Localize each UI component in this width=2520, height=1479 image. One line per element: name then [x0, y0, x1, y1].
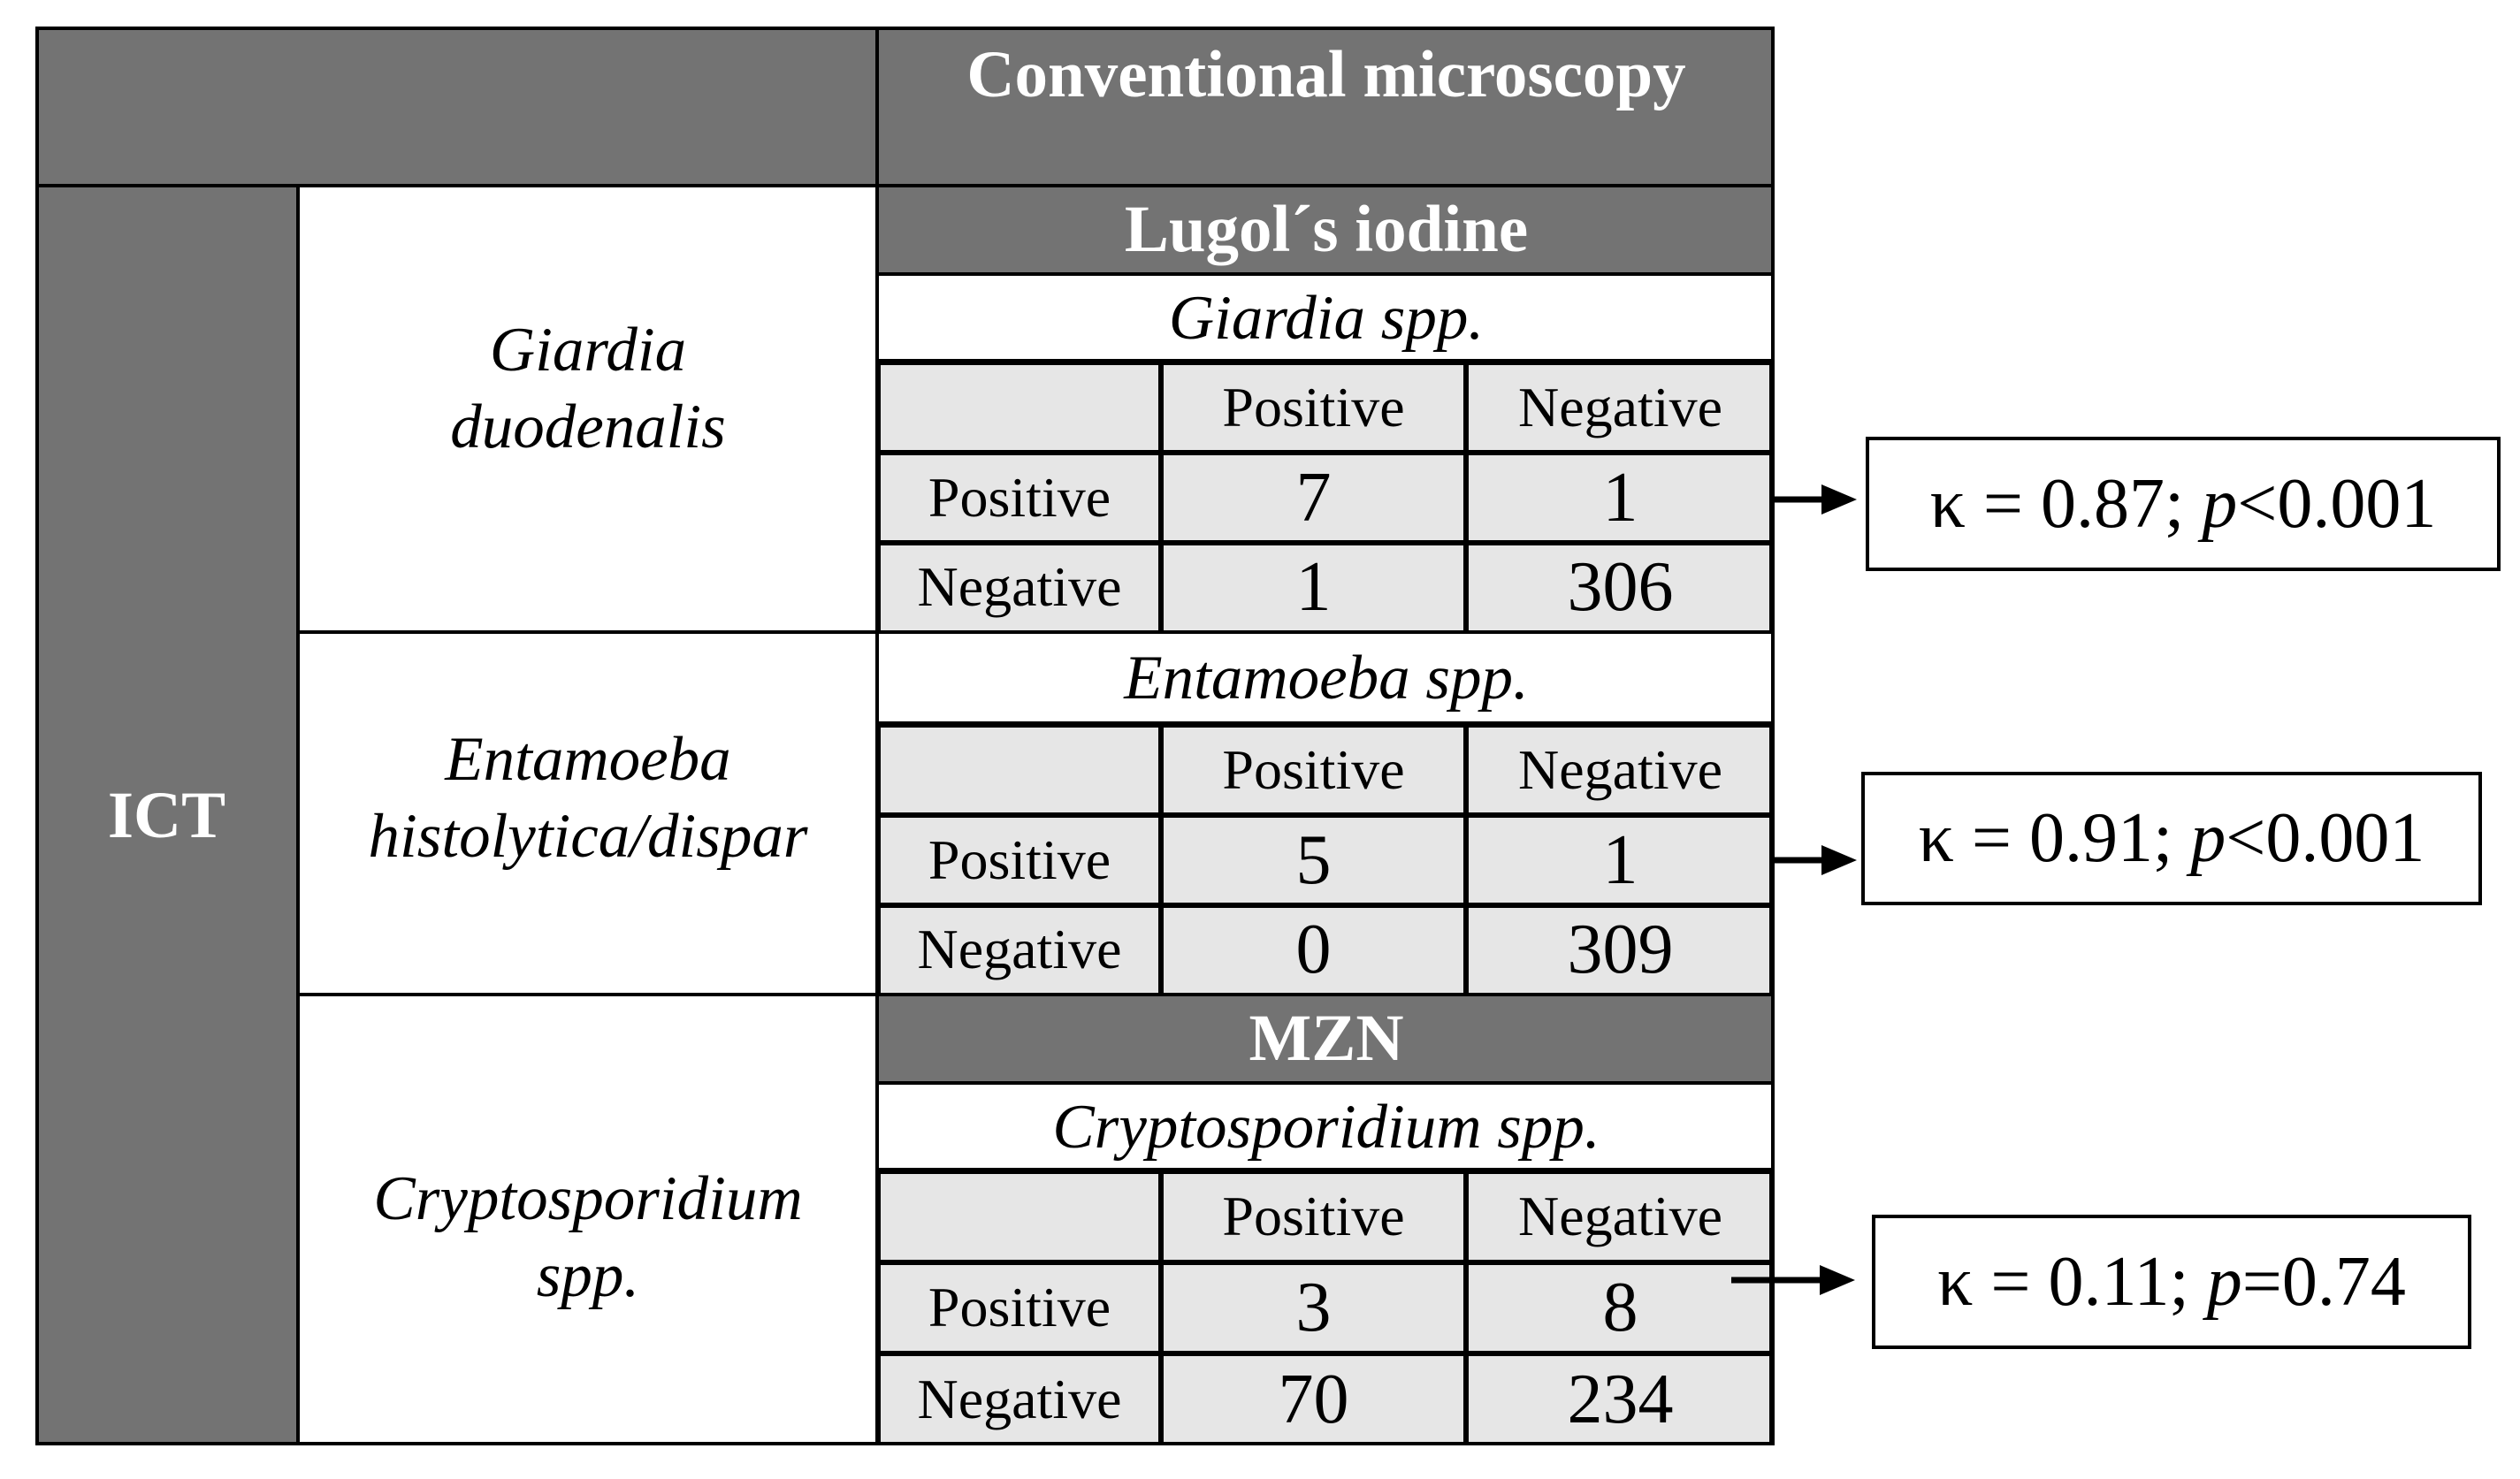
divider-ict-band — [296, 186, 300, 1445]
table-entamoeba-col-positive: Positive — [1222, 737, 1405, 801]
lugol-iodine-label: Lugol´s iodine — [1124, 193, 1529, 266]
t2-v2 — [1463, 721, 1469, 995]
giardia-pos-neg-value: 1 — [1602, 458, 1638, 537]
ict-entamoeba-line1: Entamoeba — [445, 724, 731, 794]
t3-h2 — [875, 1351, 1775, 1356]
kappa-crypto-prefix: κ = 0.11; — [1937, 1242, 2207, 1321]
kappa-entamoeba-prefix: κ = 0.91; — [1918, 799, 2191, 877]
kappa-entamoeba-p: p — [2190, 799, 2226, 877]
t2-v1 — [1158, 721, 1164, 995]
header-empty-corner — [35, 27, 878, 186]
t3-top — [875, 1168, 1775, 1174]
t2-top — [875, 721, 1775, 728]
ict-crypto-line2: spp. — [536, 1241, 640, 1310]
divider-section-1 — [298, 630, 1775, 634]
kappa-box-giardia — [1866, 437, 2501, 571]
t2-h2 — [875, 903, 1775, 908]
divider-mzn-bottom — [878, 1081, 1775, 1085]
crypto-neg-neg-value: 234 — [1567, 1360, 1674, 1438]
micro-giardia-text: Giardia spp. — [1168, 283, 1485, 353]
table-crypto-row-positive: Positive — [928, 1276, 1111, 1339]
t3-h1 — [875, 1260, 1775, 1265]
kappa-giardia-prefix: κ = 0.87; — [1929, 464, 2203, 543]
table-giardia-row-positive: Positive — [928, 465, 1111, 529]
frame-top — [35, 27, 1775, 30]
micro-label-giardia — [878, 274, 1775, 362]
table-entamoeba-col-negative: Negative — [1518, 737, 1722, 801]
t3-v2 — [1463, 1168, 1469, 1445]
ict-row-cryptosporidium — [298, 995, 878, 1445]
t1-v2 — [1463, 359, 1469, 632]
t3-left — [875, 1168, 881, 1445]
kappa-crypto-p: p — [2206, 1242, 2242, 1321]
divider-lugol-bottom — [878, 272, 1775, 276]
t1-h2 — [875, 540, 1775, 545]
crypto-pos-pos-value: 3 — [1295, 1269, 1332, 1346]
arrow-entamoeba — [1773, 838, 1857, 882]
t1-h1 — [875, 450, 1775, 455]
t2-left — [875, 721, 881, 995]
t1-left — [875, 359, 881, 632]
kappa-box-cryptosporidium — [1872, 1215, 2471, 1349]
mzn-label: MZN — [1249, 1002, 1404, 1075]
table-giardia-row-negative: Negative — [917, 555, 1122, 619]
ict-giardia-line2: duodenalis — [450, 393, 726, 461]
arrow-cryptosporidium — [1731, 1258, 1855, 1302]
table-entamoeba-row-negative: Negative — [917, 918, 1122, 981]
lugol-iodine-header — [878, 186, 1775, 274]
entamoeba-neg-neg-value: 309 — [1567, 911, 1674, 988]
mzn-header — [878, 995, 1775, 1083]
kappa-crypto-pvalue: =0.74 — [2241, 1242, 2406, 1321]
giardia-neg-neg-value: 306 — [1567, 548, 1674, 626]
micro-label-entamoeba — [878, 632, 1775, 725]
t1-top — [875, 359, 1775, 365]
kappa-entamoeba-pvalue: <0.001 — [2226, 799, 2425, 877]
entamoeba-pos-neg-value: 1 — [1602, 820, 1638, 899]
micro-crypto-text: Cryptosporidium spp. — [1052, 1092, 1600, 1162]
frame-left — [35, 27, 39, 1445]
t2-h1 — [875, 812, 1775, 818]
entamoeba-pos-pos-value: 5 — [1295, 820, 1332, 899]
t1-v1 — [1158, 359, 1164, 632]
ict-crypto-line1: Cryptosporidium — [373, 1164, 803, 1234]
ict-entamoeba-line2: histolytica/dispar — [368, 801, 808, 871]
entamoeba-neg-pos-value: 0 — [1295, 911, 1332, 988]
ict-row-giardia — [298, 186, 878, 632]
giardia-pos-pos-value: 7 — [1295, 458, 1332, 537]
kappa-box-entamoeba — [1861, 772, 2482, 905]
table-giardia-col-positive: Positive — [1222, 375, 1405, 438]
conventional-microscopy-header — [878, 27, 1775, 186]
ict-row-entamoeba — [298, 632, 878, 995]
table-crypto-col-positive: Positive — [1222, 1185, 1405, 1248]
arrow-giardia — [1773, 477, 1857, 522]
kappa-giardia-p: p — [2202, 464, 2238, 543]
ict-label: ICT — [107, 778, 226, 852]
conventional-microscopy-label: Conventional microscopy — [966, 38, 1686, 111]
crypto-pos-neg-value: 8 — [1602, 1269, 1638, 1346]
divider-section-2 — [298, 993, 1775, 996]
t3-right — [1769, 1168, 1775, 1445]
giardia-neg-pos-value: 1 — [1295, 548, 1332, 626]
crypto-neg-pos-value: 70 — [1278, 1360, 1349, 1438]
table-crypto-row-negative: Negative — [917, 1367, 1122, 1430]
divider-header-bottom — [35, 184, 1775, 187]
ict-band — [35, 186, 298, 1445]
table-crypto-col-negative: Negative — [1518, 1185, 1722, 1248]
t3-v1 — [1158, 1168, 1164, 1445]
micro-label-cryptosporidium — [878, 1083, 1775, 1171]
ict-giardia-line1: Giardia — [489, 316, 687, 385]
table-giardia-col-negative: Negative — [1518, 375, 1722, 438]
kappa-giardia-pvalue: <0.001 — [2237, 464, 2437, 543]
table-entamoeba-row-positive: Positive — [928, 827, 1111, 891]
micro-entamoeba-text: Entamoeba spp. — [1124, 644, 1529, 713]
